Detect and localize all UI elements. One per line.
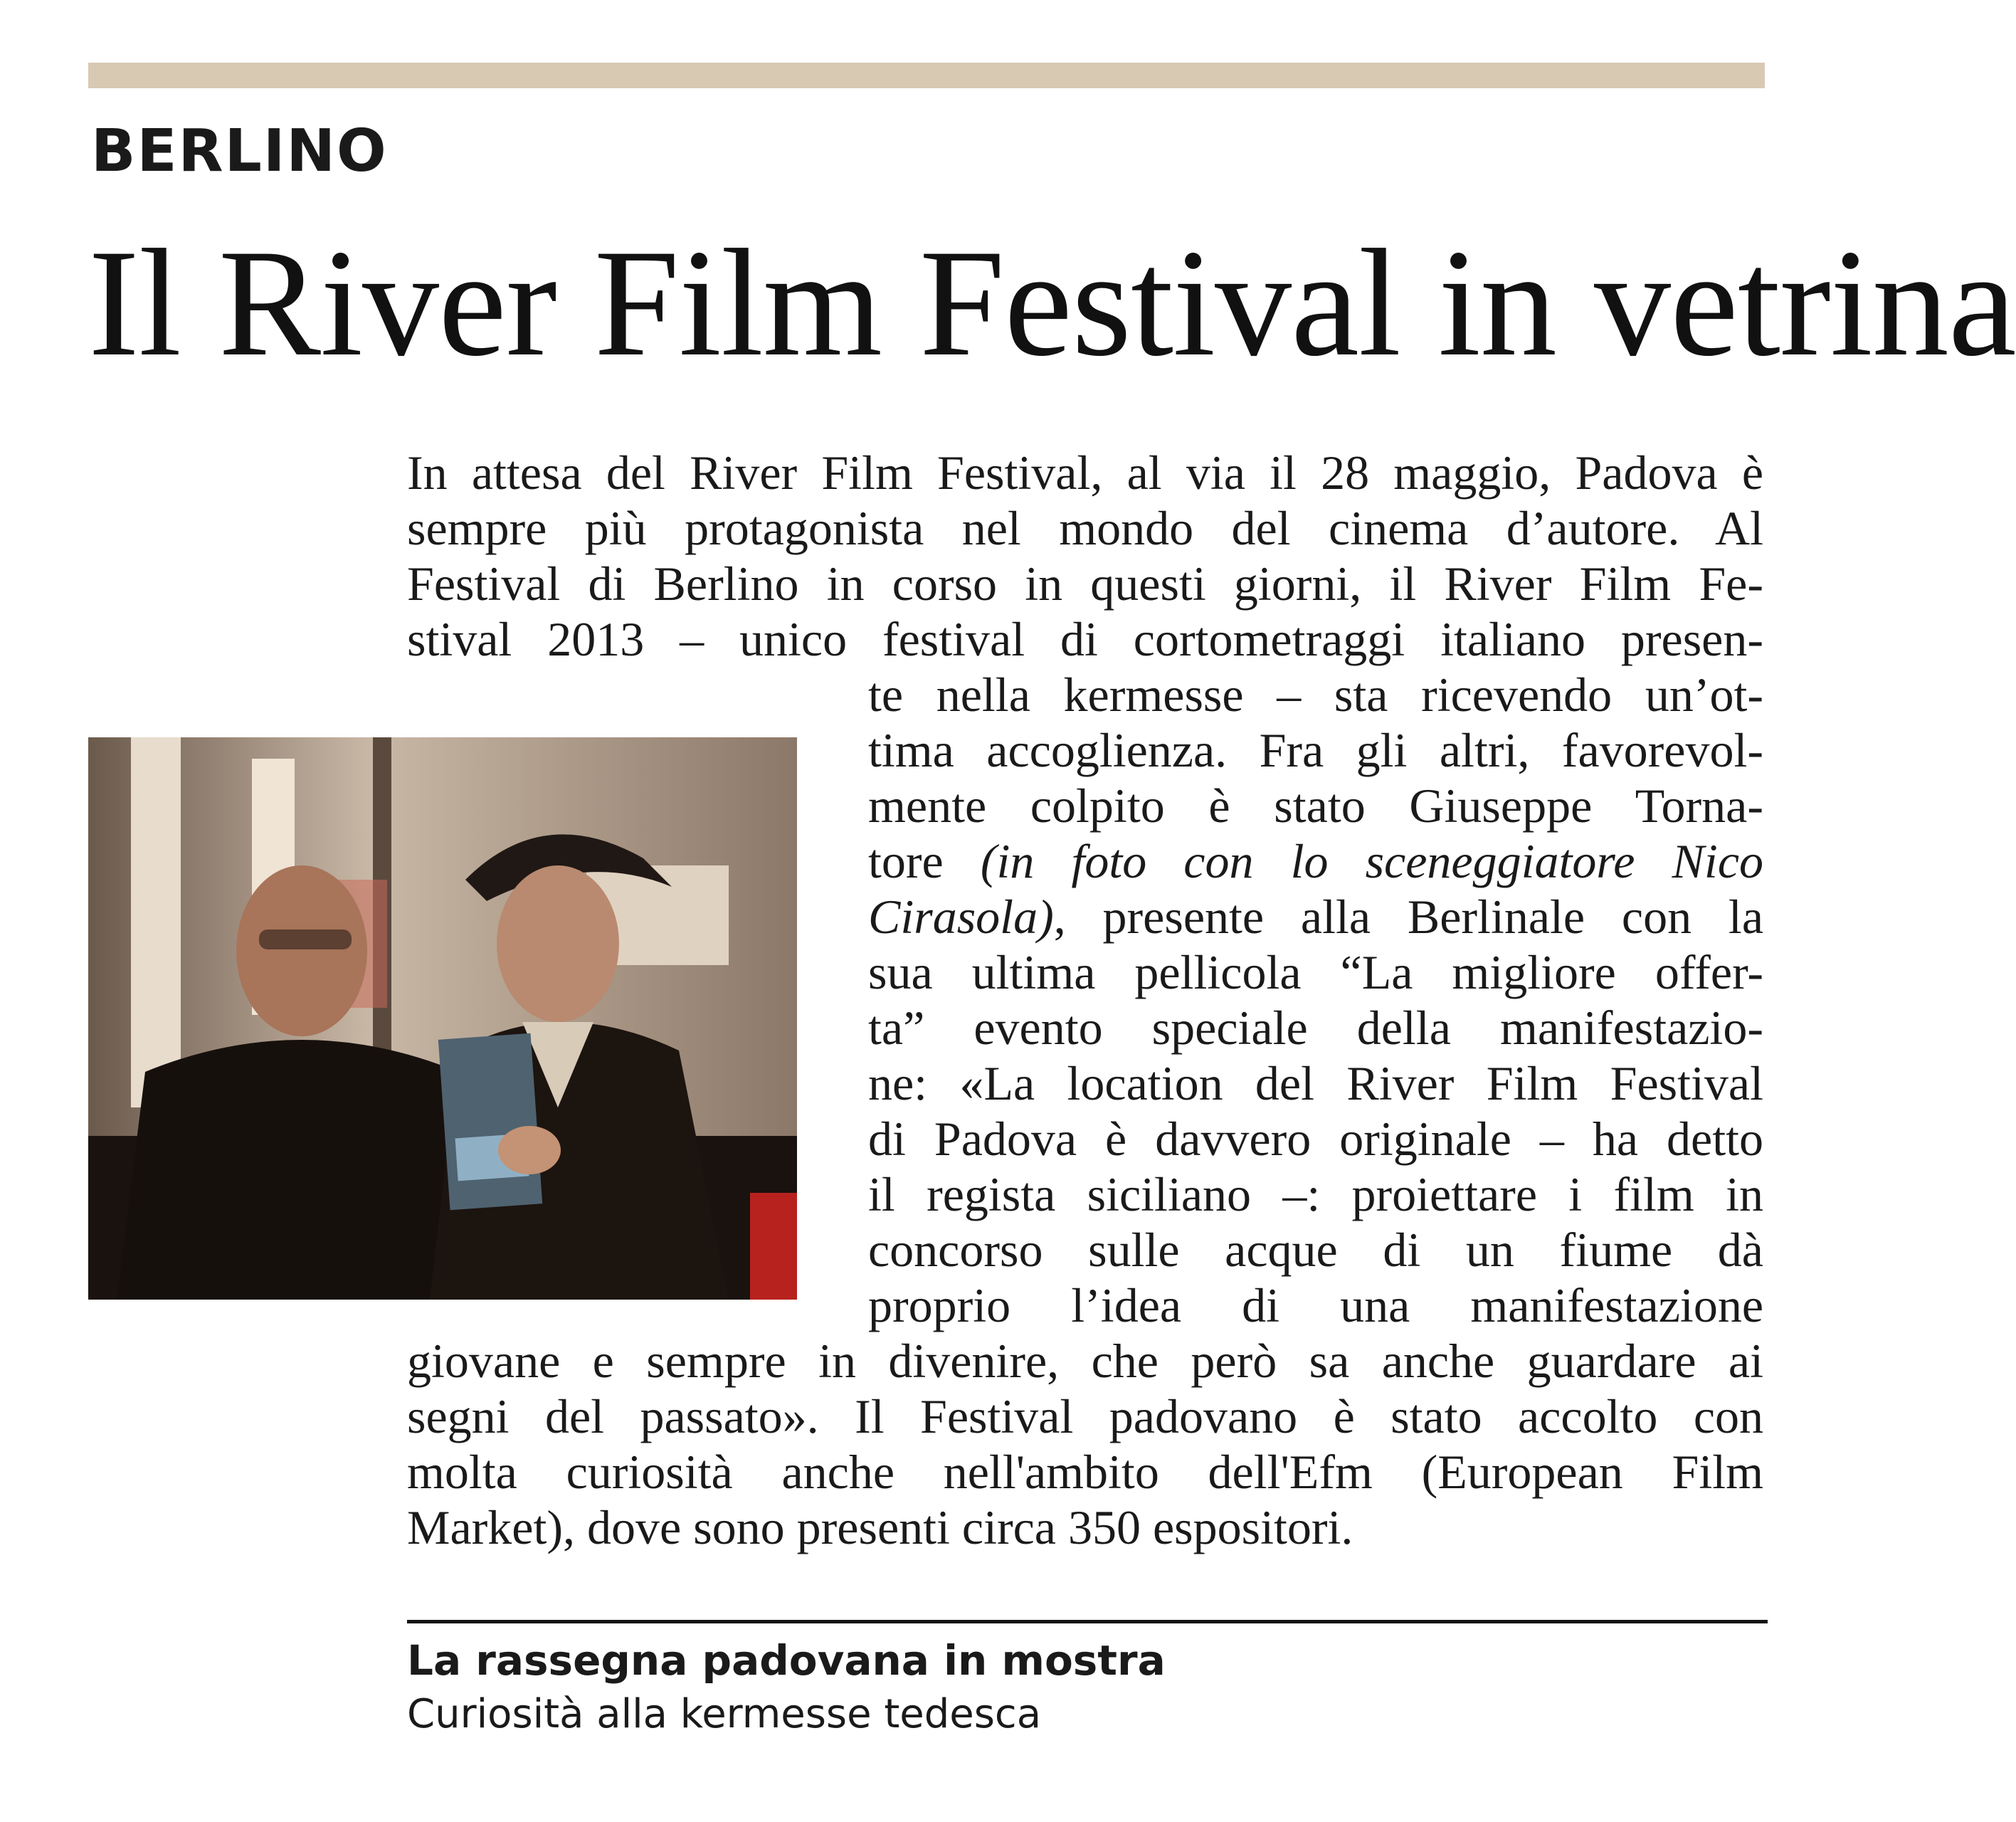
- body-line: [868, 833, 1763, 889]
- body-line: tima accoglienza. Fra gli altri, favorevol-: [868, 723, 1763, 777]
- body-line: di Padova è davvero originale – ha detto: [868, 1112, 1763, 1166]
- body-line: sua ultima pellicola “La migliore offer-: [868, 945, 1763, 999]
- body-line: concorso sulle acque di un fiume dà: [868, 1223, 1763, 1277]
- body-text-segment: , presente alla Berlinale con la: [1053, 890, 1763, 944]
- body-line: [868, 889, 1763, 944]
- deck-rule: [407, 1620, 1768, 1623]
- deck-title: La rassegna padovana in mostra: [407, 1636, 1166, 1685]
- deck-subtitle: Curiosità alla kermesse tedesca: [407, 1691, 1042, 1737]
- body-line: segni del passato». Il Festival padovano è stato accolto con: [407, 1389, 1763, 1443]
- headline: Il River Film Festival in vetrina: [88, 218, 2016, 388]
- body-line: proprio l’idea di una manifestazione: [868, 1278, 1763, 1332]
- body-line: molta curiosità anche nell'ambito dell'Efm (European Film: [407, 1445, 1763, 1499]
- section-kicker: BERLINO: [91, 117, 388, 185]
- body-text-segment: tore: [868, 834, 981, 888]
- body-line: mente colpito è stato Giuseppe Torna-: [868, 779, 1763, 833]
- body-line: stival 2013 – unico festival di cortometraggi italiano presen-: [407, 612, 1763, 666]
- body-line: Market), dove sono presenti circa 350 espositori.: [407, 1500, 1353, 1554]
- body-line: ta” evento speciale della manifestazio-: [868, 1001, 1763, 1055]
- body-line: Festival di Berlino in corso in questi giorni, il River Film Fe-: [407, 557, 1763, 611]
- body-line: ne: «La location del River Film Festival: [868, 1056, 1763, 1110]
- photo-caption-italic: (in foto con lo sceneggiatore Nico: [980, 834, 1763, 888]
- top-rule: [88, 63, 1765, 88]
- body-line: giovane e sempre in divenire, che però sa anche guardare ai: [407, 1334, 1763, 1388]
- article-body: [407, 445, 1763, 1555]
- photo-caption-italic: Cirasola): [868, 890, 1054, 944]
- body-line: sempre più protagonista nel mondo del cinema d’autore. Al: [407, 501, 1763, 555]
- body-line: il regista siciliano –: proiettare i film in: [868, 1167, 1763, 1221]
- body-line: te nella kermesse – sta ricevendo un’ot-: [868, 668, 1763, 722]
- body-line: In attesa del River Film Festival, al via il 28 maggio, Padova è: [407, 446, 1763, 500]
